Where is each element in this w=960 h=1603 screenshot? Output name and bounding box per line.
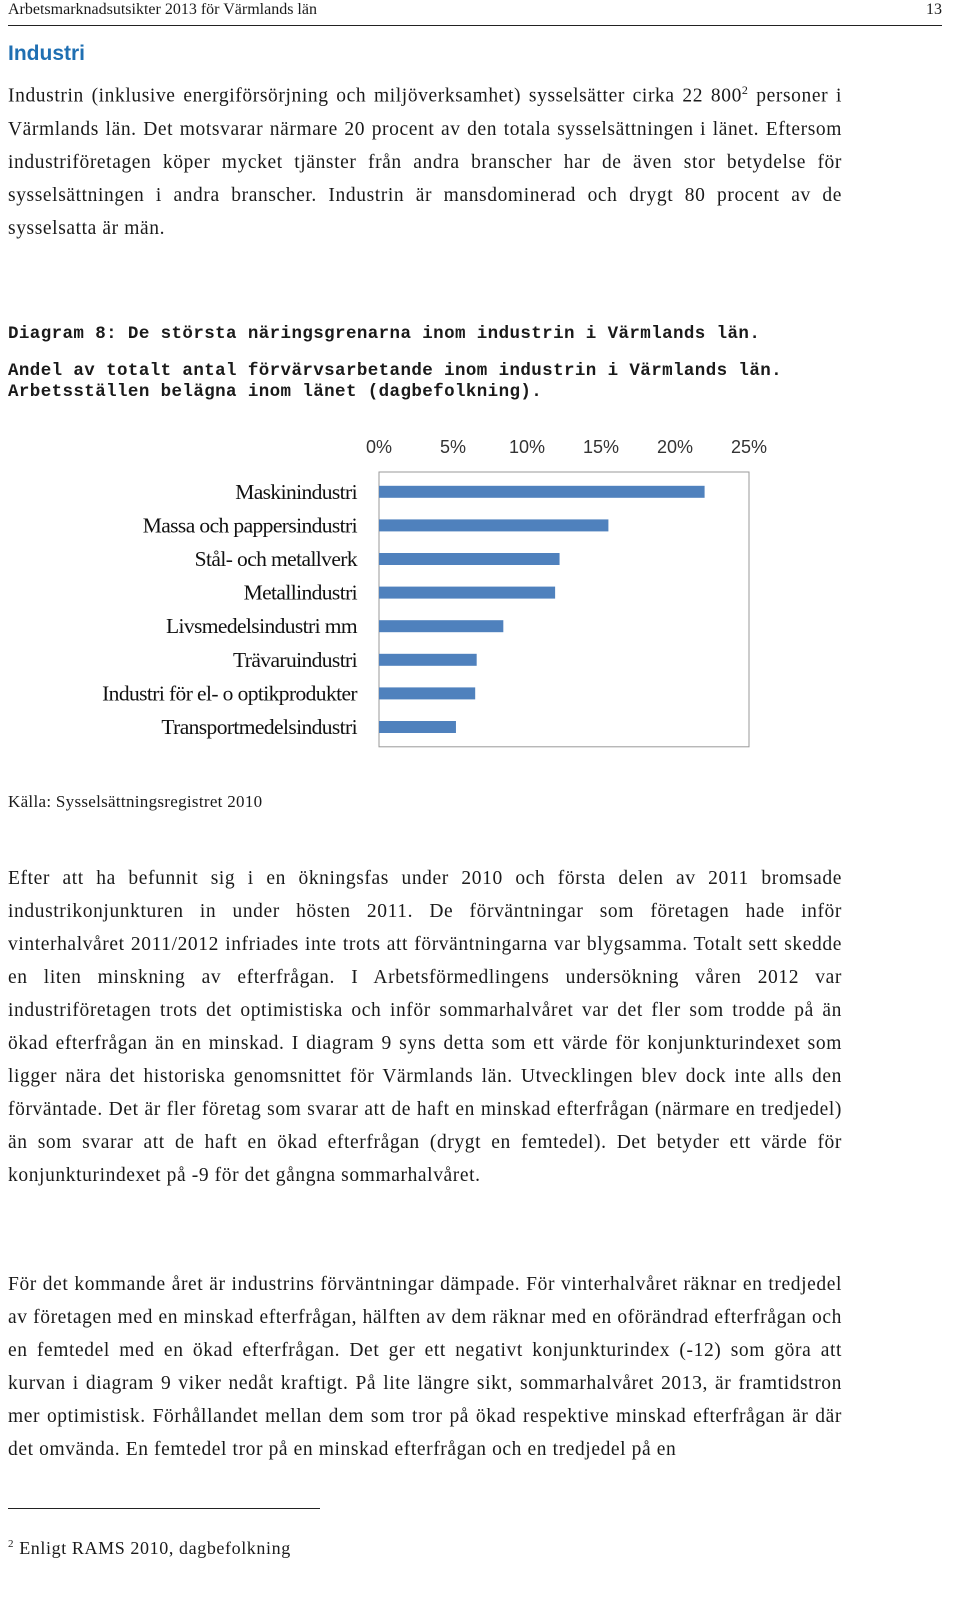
x-tick-label: 5% bbox=[439, 437, 467, 457]
diagram-title bbox=[8, 321, 868, 402]
body-paragraph-1: Efter att ha befunnit sig i en ökningsfas under 2010 och första delen av 2011 bromsade industrikonjunkturen in under hösten 2011. De förväntningar som företagen hade inför vinterhalvåret 2011/2012 infriades inte trots att förväntningarna var blygsamma. Totalt sett skedde en liten minskning av efterfrågan. I Arbetsförmedlingens undersökning våren 2012 var industriföretagen trots det optimistiska och inför sommarhalvåret var det fler som trodde på än ökad efterfrågan än en minskad. I diagram 9 syns detta som ett värde för konjunkturindexet som ligger nära det historiska genomsnittet för Värmlands län. Utvecklingen blev dock inte alls den förväntade. Det är fler företag som svarar att de haft en minskad efterfrågan (närmare en tredjedel) än som svarar att de haft en ökad efterfrågan (drygt en femtedel). Det betyder ett värde för konjunkturindexet på -9 för det gångna sommarhalvåret. bbox=[8, 868, 842, 1186]
x-tick-label: 0% bbox=[365, 437, 393, 457]
bar bbox=[379, 687, 475, 699]
category-label: Metallindustri bbox=[243, 580, 357, 605]
footnote-divider bbox=[8, 1508, 320, 1509]
intro-text-part1: Industrin (inklusive energiförsörjning och miljöverksamhet) sysselsätter cirka 22 800 bbox=[8, 85, 742, 107]
category-label: Livsmedelsindustri mm bbox=[165, 614, 357, 639]
category-label: Industri för el- o optikprodukter bbox=[102, 681, 357, 706]
x-tick-label: 20% bbox=[656, 437, 694, 457]
category-label: Massa och pappersindustri bbox=[142, 513, 357, 538]
diagram-title-line1: Diagram 8: De största näringsgrenarna inom industrin i Värmlands län. bbox=[8, 324, 761, 344]
bar bbox=[379, 654, 477, 666]
plot-frame bbox=[379, 472, 749, 747]
industry-bar-chart bbox=[0, 425, 960, 755]
diagram-title-line2: Andel av totalt antal förvärvsarbetande inom industrin i Värmlands län. bbox=[8, 361, 783, 381]
page-number: 13 bbox=[926, 1, 942, 18]
footnote bbox=[8, 1538, 291, 1559]
footnote-text: Enligt RAMS 2010, dagbefolkning bbox=[14, 1538, 291, 1558]
section-heading: Industri bbox=[8, 42, 85, 65]
category-label: Transportmedelsindustri bbox=[161, 715, 357, 739]
bar bbox=[379, 553, 560, 565]
footnote-reference: 2 bbox=[741, 83, 749, 97]
bar bbox=[379, 620, 503, 632]
bar bbox=[379, 721, 456, 733]
intro-paragraph bbox=[8, 74, 842, 245]
running-title: Arbetsmarknadsutsikter 2013 för Värmlands län bbox=[8, 1, 317, 18]
x-tick-label: 15% bbox=[582, 437, 620, 457]
x-tick-label: 25% bbox=[730, 437, 768, 457]
chart-source: Källa: Sysselsättningsregistret 2010 bbox=[8, 792, 263, 811]
body-paragraph-2: För det kommande året är industrins förväntningar dämpade. För vinterhalvåret räknar en tredjedel av företagen med en minskad efterfrågan, hälften av dem räknar med en oförändrad efterfrågan och en femtedel med en ökad efterfrågan. Det ger ett negativt konjunkturindex (-12) som göra att kurvan i diagram 9 viker nedåt kraftigt. På lite längre sikt, sommarhalvåret 2013, är framtidstron mer optimistisk. Förhållandet mellan dem som tror på ökad respektive minskad efterfrågan är där det omvända. En femtedel tror på en minskad efterfrågan och en tredjedel på en bbox=[8, 1274, 842, 1460]
bar bbox=[379, 519, 608, 531]
category-label: Stål- och metallverk bbox=[194, 547, 357, 571]
x-tick-label: 10% bbox=[508, 437, 546, 457]
bar bbox=[379, 486, 705, 498]
intro-text-part2: personer i Värmlands län. Det motsvarar närmare 20 procent av den totala sysselsättningen i länet. Eftersom industriföretagen köper mycket tjänster från andra branscher har de även stor betydelse för sysselsättningen i andra branscher. Industrin är mansdominerad och drygt 80 procent av de sysselsatta är män. bbox=[8, 85, 842, 239]
footnote-mark: 2 bbox=[8, 1538, 15, 1550]
category-label: Maskinindustri bbox=[235, 479, 357, 504]
category-label: Trävaruindustri bbox=[233, 647, 357, 672]
page-header bbox=[8, 0, 942, 26]
diagram-title-line3: Arbetsställen belägna inom länet (dagbefolkning). bbox=[8, 382, 543, 402]
bar bbox=[379, 587, 555, 599]
